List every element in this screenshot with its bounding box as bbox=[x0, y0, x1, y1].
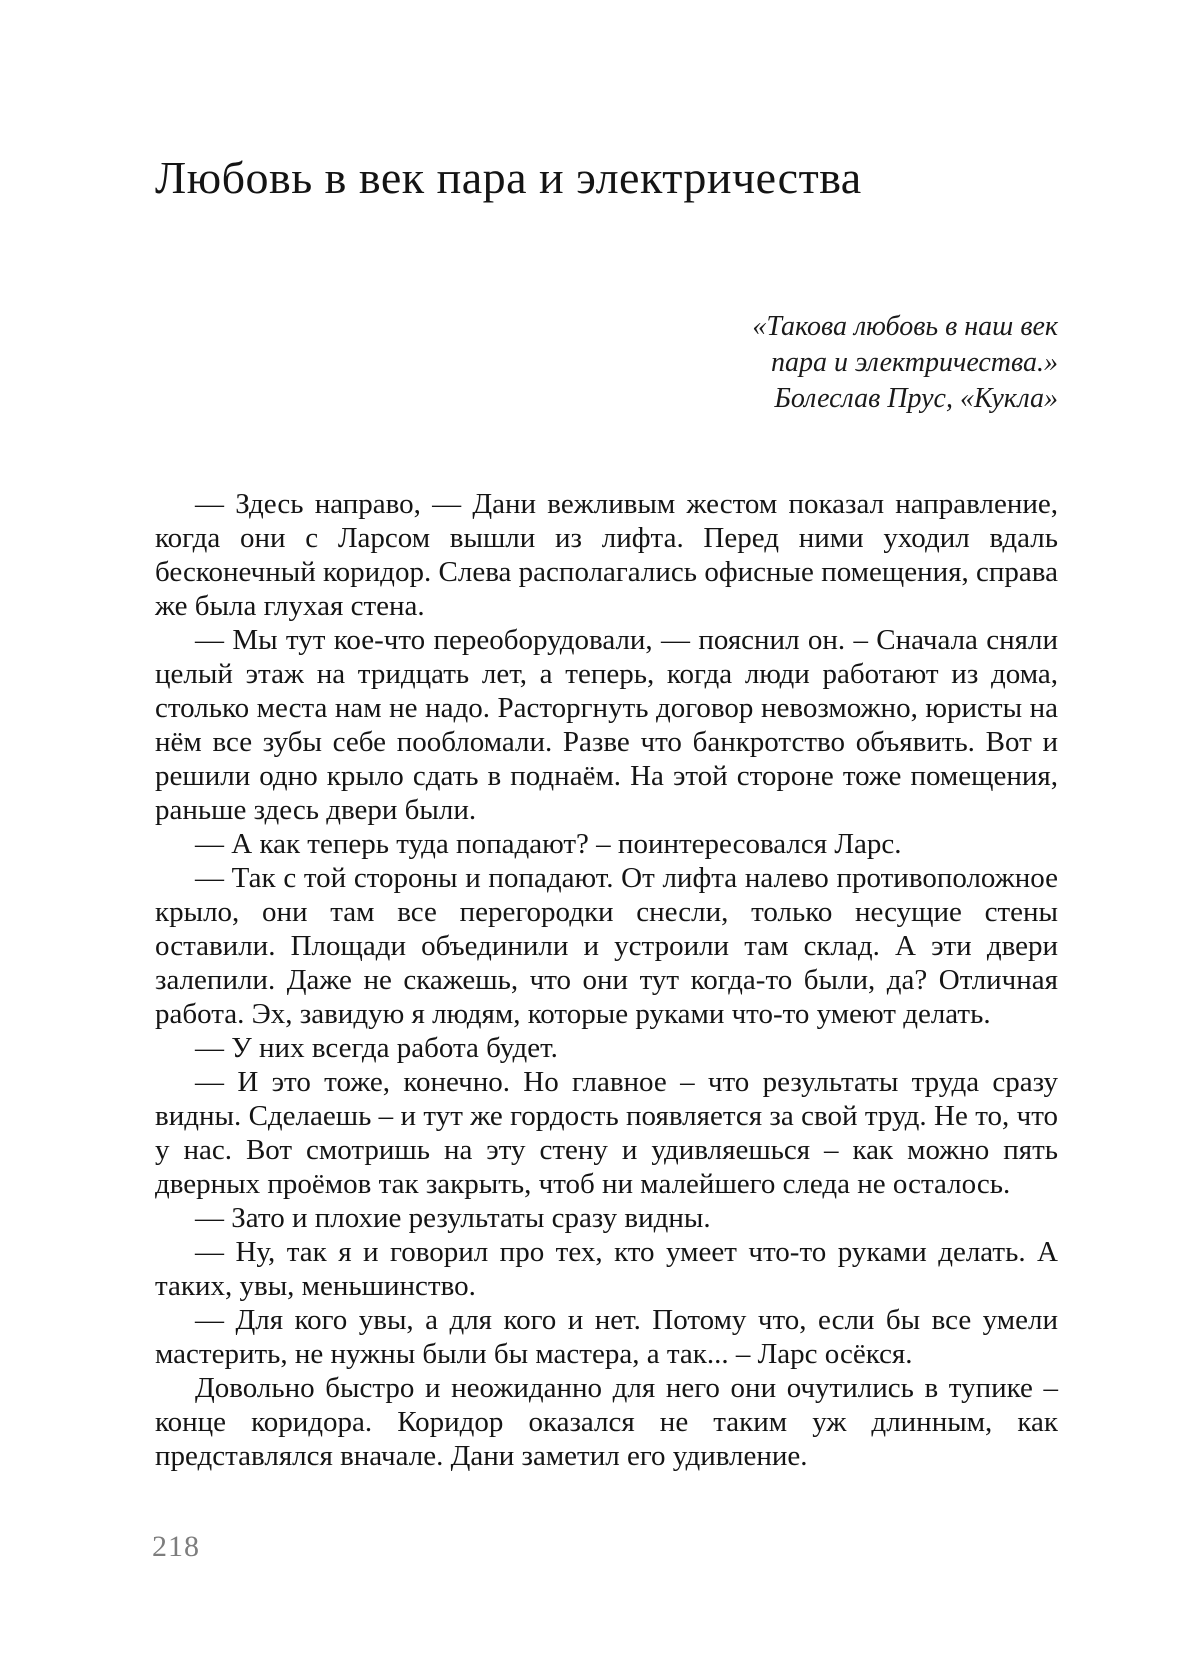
paragraph: — А как теперь туда попадают? – поинтересовался Ларс. bbox=[195, 828, 902, 861]
paragraph: — Так с той стороны и попадают. От лифта налево противоположное крыло, они там все перегородки снесли, только несущие стены оставили. Площади объединили и устроили там склад. А эти двери залепили. Даже не скажешь, что они тут когда-то были, да? Отличная работа. Эх, завидую я людям, которые руками что-то умеют делать. bbox=[155, 862, 1058, 1031]
epigraph-line-2: пара и электричества.» bbox=[771, 347, 1058, 379]
body-text bbox=[155, 487, 1058, 1473]
epigraph-attribution: Болеслав Прус, «Кукла» bbox=[774, 383, 1058, 415]
page-number: 218 bbox=[152, 1530, 200, 1563]
epigraph-line-1: «Такова любовь в наш век bbox=[752, 311, 1058, 343]
paragraph: Довольно быстро и неожиданно для него они очутились в тупике – конце коридора. Коридор оказался не таким уж длинным, как представлялся вначале. Дани заметил его удивление. bbox=[155, 1372, 1058, 1473]
paragraph: — И это тоже, конечно. Но главное – что результаты труда сразу видны. Сделаешь – и тут же гордость появляется за свой труд. Не то, что у нас. Вот смотришь на эту стену и удивляешься – как можно пять дверных проёмов так закрыть, чтоб ни малейшего следа не осталось. bbox=[155, 1066, 1058, 1201]
paragraph: — Для кого увы, а для кого и нет. Потому что, если бы все умели мастерить, не нужны были бы мастера, а так... – Ларс осёкся. bbox=[155, 1304, 1058, 1371]
epigraph bbox=[155, 309, 1058, 417]
paragraph: — Ну, так я и говорил про тех, кто умеет что-то руками делать. А таких, увы, меньшинство. bbox=[155, 1236, 1058, 1303]
chapter-title: Любовь в век пара и электричества bbox=[155, 152, 862, 203]
paragraph: — Зато и плохие результаты сразу видны. bbox=[195, 1202, 711, 1235]
paragraph: — Здесь направо, — Дани вежливым жестом показал направление, когда они с Ларсом вышли из лифта. Перед ними уходил вдаль бесконечный коридор. Слева располагались офисные помещения, справа же была глухая стена. bbox=[155, 488, 1058, 623]
paragraph: — У них всегда работа будет. bbox=[195, 1032, 558, 1065]
paragraph: — Мы тут кое-что переоборудовали, — пояснил он. – Сначала сняли целый этаж на тридцать лет, а теперь, когда люди работают из дома, столько места нам не надо. Расторгнуть договор невозможно, юристы на нём все зубы себе пообломали. Разве что банкротство объявить. Вот и решили одно крыло сдать в поднаём. На этой стороне тоже помещения, раньше здесь двери были. bbox=[155, 624, 1058, 827]
page-content bbox=[155, 0, 1058, 1473]
